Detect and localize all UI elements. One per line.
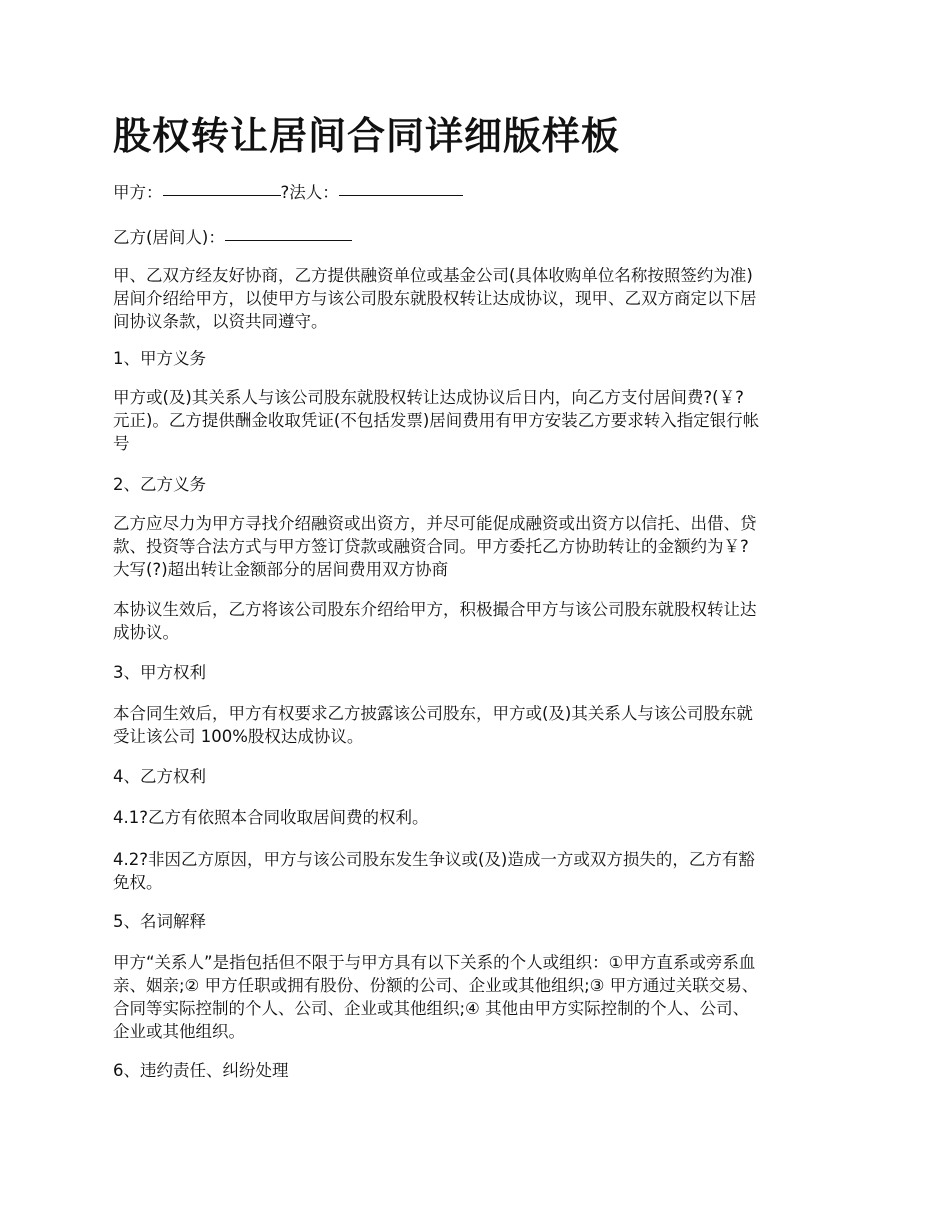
section-heading-4: 4、乙方权利 bbox=[113, 767, 206, 786]
text-line: 甲方“关系人”是指包括但不限于与甲方具有以下关系的个人或组织：①甲方直系或旁系血 bbox=[113, 953, 756, 972]
section5-paragraph bbox=[113, 951, 843, 1043]
text-line: 受让该公司 100%股权达成协议。 bbox=[113, 727, 364, 746]
section-heading-6: 6、违约责任、纠纷处理 bbox=[113, 1061, 289, 1080]
text-line: 本合同生效后，甲方有权要求乙方披露该公司股东，甲方或(及)其关系人与该公司股东就 bbox=[113, 704, 753, 723]
section2-paragraph-1 bbox=[113, 512, 843, 581]
party-a-line bbox=[113, 181, 843, 204]
text-line: 企业或其他组织。 bbox=[113, 1022, 245, 1041]
text-line: 甲、乙双方经友好协商，乙方提供融资单位或基金公司(具体收购单位名称按照签约为准) bbox=[113, 266, 753, 285]
legal-person-blank[interactable] bbox=[339, 194, 463, 196]
text-line: 甲方或(及)其关系人与该公司股东就股权转让达成协议后日内，向乙方支付居间费?(￥? bbox=[113, 388, 744, 407]
document-title: 股权转让居间合同详细版样板 bbox=[113, 114, 621, 158]
text-line: 元正)。乙方提供酬金收取凭证(不包括发票)居间费用有甲方安装乙方要求转入指定银行帐 bbox=[113, 411, 760, 430]
section-heading-5: 5、名词解释 bbox=[113, 912, 206, 931]
section1-paragraph bbox=[113, 386, 843, 455]
text-line: 免权。 bbox=[113, 873, 163, 892]
legal-person-label: ?法人： bbox=[280, 183, 339, 202]
text-line: 居间介绍给甲方，以使甲方与该公司股东就股权转让达成协议，现甲、乙双方商定以下居 bbox=[113, 289, 757, 308]
text-line: 合同等实际控制的个人、公司、企业或其他组织;④ 其他由甲方实际控制的个人、公司、 bbox=[113, 999, 750, 1018]
text-line: 间协议条款，以资共同遵守。 bbox=[113, 312, 328, 331]
section2-paragraph-2 bbox=[113, 598, 843, 644]
text-line: 号 bbox=[113, 434, 130, 453]
party-b-line bbox=[113, 226, 843, 249]
party-a-label: 甲方： bbox=[113, 183, 163, 202]
text-line: 4.2?非因乙方原因，甲方与该公司股东发生争议或(及)造成一方或双方损失的，乙方有豁 bbox=[113, 850, 755, 869]
section-heading-1: 1、甲方义务 bbox=[113, 349, 206, 368]
section-heading-2: 2、乙方义务 bbox=[113, 475, 206, 494]
section-heading-3: 3、甲方权利 bbox=[113, 663, 206, 682]
text-line: 款、投资等合法方式与甲方签订贷款或融资合同。甲方委托乙方协助转让的金额约为￥? bbox=[113, 537, 749, 556]
text-line: 本协议生效后，乙方将该公司股东介绍给甲方，积极撮合甲方与该公司股东就股权转让达 bbox=[113, 600, 757, 619]
text-line: 成协议。 bbox=[113, 623, 179, 642]
intro-paragraph bbox=[113, 264, 843, 333]
section4-item-2 bbox=[113, 848, 843, 894]
section4-item-1: 4.1?乙方有依照本合同收取居间费的权利。 bbox=[113, 808, 429, 827]
text-line: 亲、姻亲;② 甲方任职或拥有股份、份额的公司、企业或其他组织;③ 甲方通过关联交易、 bbox=[113, 976, 759, 995]
party-b-blank[interactable] bbox=[225, 239, 352, 241]
section3-paragraph bbox=[113, 702, 843, 748]
party-a-blank[interactable] bbox=[163, 194, 281, 196]
party-b-label: 乙方(居间人)： bbox=[113, 228, 225, 247]
text-line: 乙方应尽力为甲方寻找介绍融资或出资方，并尽可能促成融资或出资方以信托、出借、贷 bbox=[113, 514, 757, 533]
text-line: 大写(?)超出转让金额部分的居间费用双方协商 bbox=[113, 560, 449, 579]
